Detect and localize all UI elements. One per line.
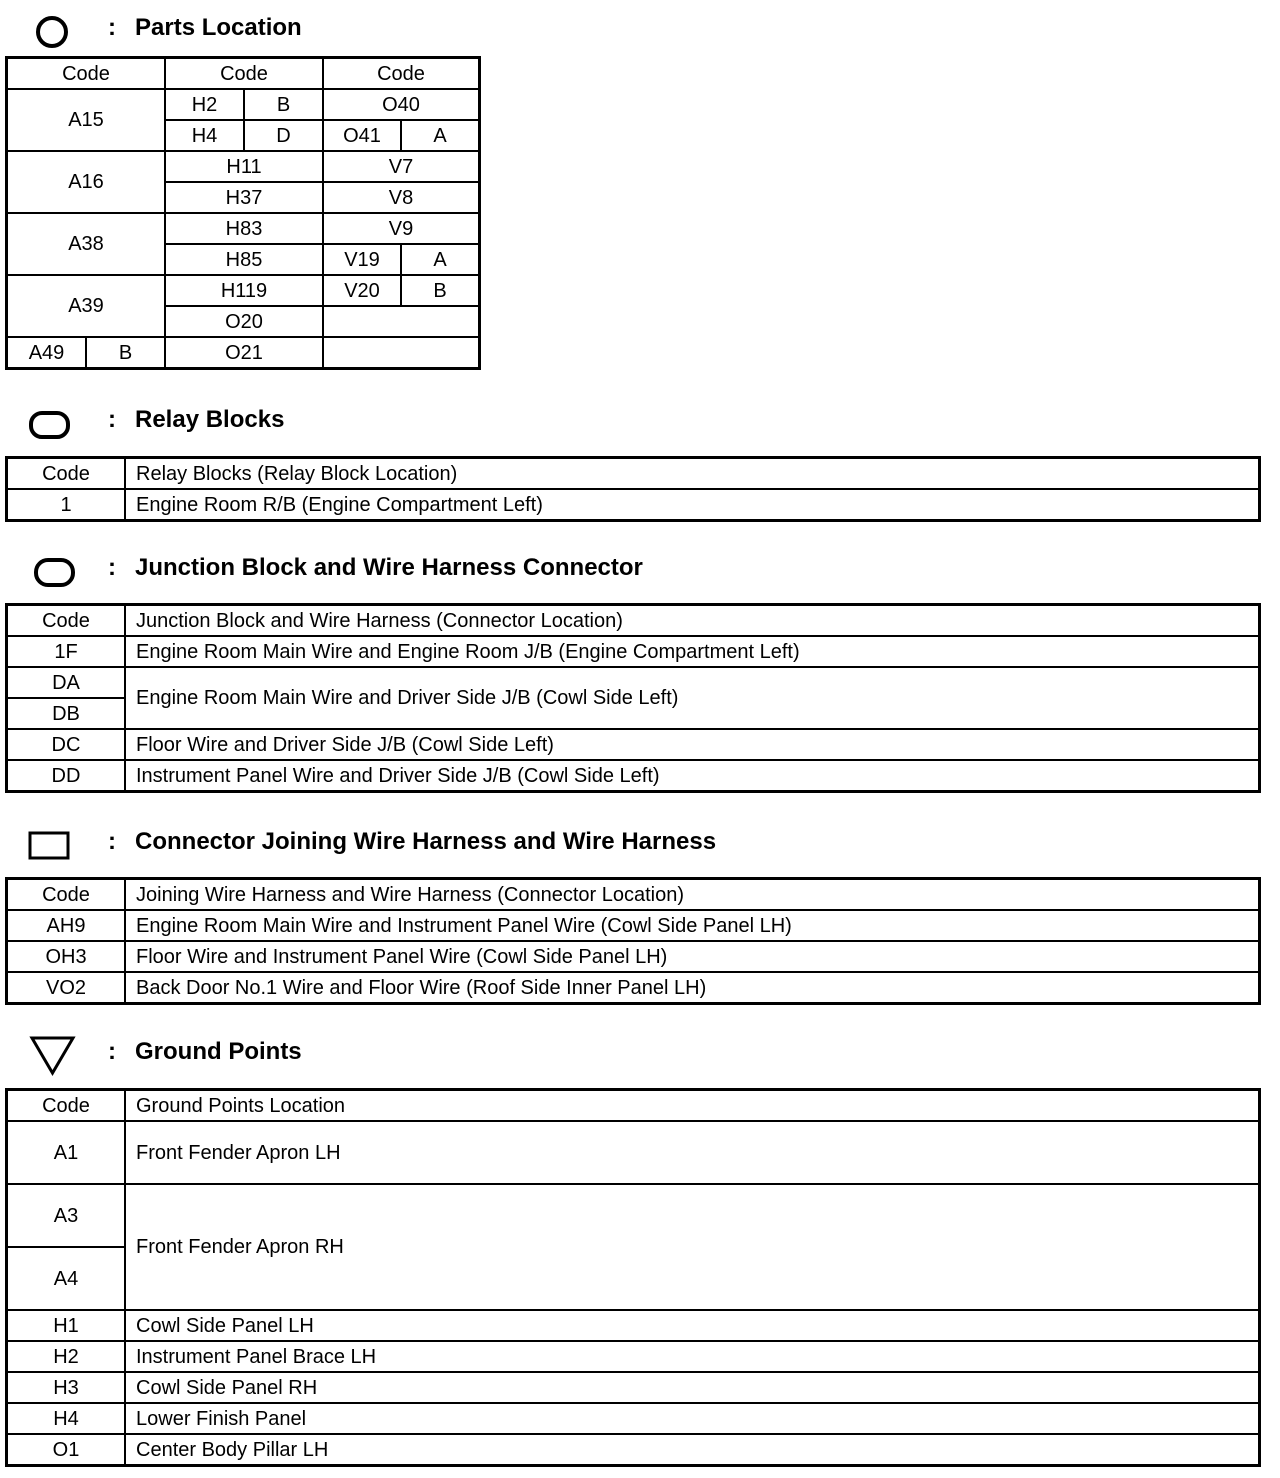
column-header: Code [7,879,125,910]
connector-joining-table [6,878,1260,1004]
code-cell: H4 [7,1403,125,1434]
code-cell: DB [7,698,125,729]
column-header: Joining Wire Harness and Wire Harness (Connector Location) [125,879,1259,910]
table-row [7,1184,1259,1247]
suffix-cell: A [401,244,479,275]
code-cell: H119 [165,275,323,306]
junction-block-table [6,604,1260,792]
table-row [7,941,1259,972]
code-cell: DC [7,729,125,760]
circle-icon [32,12,72,52]
code-cell: V7 [323,151,479,182]
code-cell: H3 [7,1372,125,1403]
location-cell: Engine Room R/B (Engine Compartment Left) [125,489,1259,520]
location-cell: Floor Wire and Driver Side J/B (Cowl Side Left) [125,729,1259,760]
code-cell: A49 [7,337,86,368]
suffix-cell: D [244,120,323,151]
suffix-cell: B [401,275,479,306]
column-header: Junction Block and Wire Harness (Connector Location) [125,605,1259,636]
location-cell: Cowl Side Panel RH [125,1372,1259,1403]
code-cell: H2 [7,1341,125,1372]
code-cell: AH9 [7,910,125,941]
location-cell: Instrument Panel Wire and Driver Side J/B (Cowl Side Left) [125,760,1259,791]
ground-points-table [6,1089,1260,1466]
location-cell: Front Fender Apron LH [125,1121,1259,1184]
code-cell: O21 [165,337,323,368]
column-header: Code [323,58,479,89]
empty-cell [323,306,479,337]
column-header: Code [7,58,165,89]
code-cell: A39 [7,275,165,337]
code-cell: H83 [165,213,323,244]
table-row [7,972,1259,1003]
code-cell: V20 [323,275,401,306]
rounded-rect-icon [32,552,78,592]
section-title: Parts Location [135,14,302,41]
location-cell: Cowl Side Panel LH [125,1310,1259,1341]
colon: : [108,554,116,581]
location-cell: Engine Room Main Wire and Instrument Panel Wire (Cowl Side Panel LH) [125,910,1259,941]
table-row [7,667,1259,698]
code-cell: 1F [7,636,125,667]
table-row [7,910,1259,941]
colon: : [108,1038,116,1065]
code-cell: H11 [165,151,323,182]
section-title: Relay Blocks [135,406,285,433]
location-cell: Engine Room Main Wire and Driver Side J/B (Cowl Side Left) [125,667,1259,729]
code-cell: V19 [323,244,401,275]
code-cell: A38 [7,213,165,275]
table-row [7,729,1259,760]
parts-location-heading [0,10,1270,50]
code-cell: H85 [165,244,323,275]
table-row [7,1121,1259,1184]
suffix-cell: A [401,120,479,151]
column-header: Code [7,1090,125,1121]
table-row [7,1403,1259,1434]
connector-joining-heading [0,824,1270,864]
table-row [7,1341,1259,1372]
code-cell: OH3 [7,941,125,972]
column-header: Code [7,458,125,489]
column-header: Code [165,58,323,89]
section-title: Connector Joining Wire Harness and Wire Harness [135,828,717,855]
table-row [7,636,1259,667]
junction-block-heading [0,550,1270,590]
code-cell: A15 [7,89,165,151]
column-header: Code [7,605,125,636]
code-cell: A4 [7,1247,125,1310]
code-cell: A3 [7,1184,125,1247]
code-cell: DA [7,667,125,698]
location-cell: Center Body Pillar LH [125,1434,1259,1465]
suffix-cell: B [244,89,323,120]
table-row [7,489,1259,520]
location-cell: Engine Room Main Wire and Engine Room J/B (Engine Compartment Left) [125,636,1259,667]
column-header: Relay Blocks (Relay Block Location) [125,458,1259,489]
location-cell: Back Door No.1 Wire and Floor Wire (Roof Side Inner Panel LH) [125,972,1259,1003]
column-header: Ground Points Location [125,1090,1259,1121]
table-row [7,760,1259,791]
location-cell: Front Fender Apron RH [125,1184,1259,1310]
code-cell: 1 [7,489,125,520]
colon: : [108,828,116,855]
location-cell: Instrument Panel Brace LH [125,1341,1259,1372]
code-cell: H4 [165,120,244,151]
code-cell: DD [7,760,125,791]
triangle-down-icon [28,1034,78,1078]
code-cell: A1 [7,1121,125,1184]
code-cell: O41 [323,120,401,151]
relay-blocks-heading [0,402,1270,442]
section-title: Ground Points [135,1038,302,1065]
table-row [7,1372,1259,1403]
code-cell: VO2 [7,972,125,1003]
code-cell: V9 [323,213,479,244]
table-row [7,1434,1259,1465]
table-row [7,1310,1259,1341]
ground-points-heading [0,1034,1270,1074]
code-cell: H37 [165,182,323,213]
suffix-cell: B [86,337,165,368]
empty-cell [323,337,479,368]
section-title: Junction Block and Wire Harness Connector [135,554,643,581]
code-cell: O20 [165,306,323,337]
code-cell: A16 [7,151,165,213]
rectangle-icon [27,826,73,866]
location-cell: Lower Finish Panel [125,1403,1259,1434]
location-cell: Floor Wire and Instrument Panel Wire (Cowl Side Panel LH) [125,941,1259,972]
code-cell: O40 [323,89,479,120]
code-cell: H2 [165,89,244,120]
relay-blocks-table [6,457,1260,521]
code-cell: O1 [7,1434,125,1465]
colon: : [108,14,116,41]
code-cell: H1 [7,1310,125,1341]
code-cell: V8 [323,182,479,213]
rounded-rect-icon [27,404,73,444]
parts-location-table [6,57,480,369]
colon: : [108,406,116,433]
